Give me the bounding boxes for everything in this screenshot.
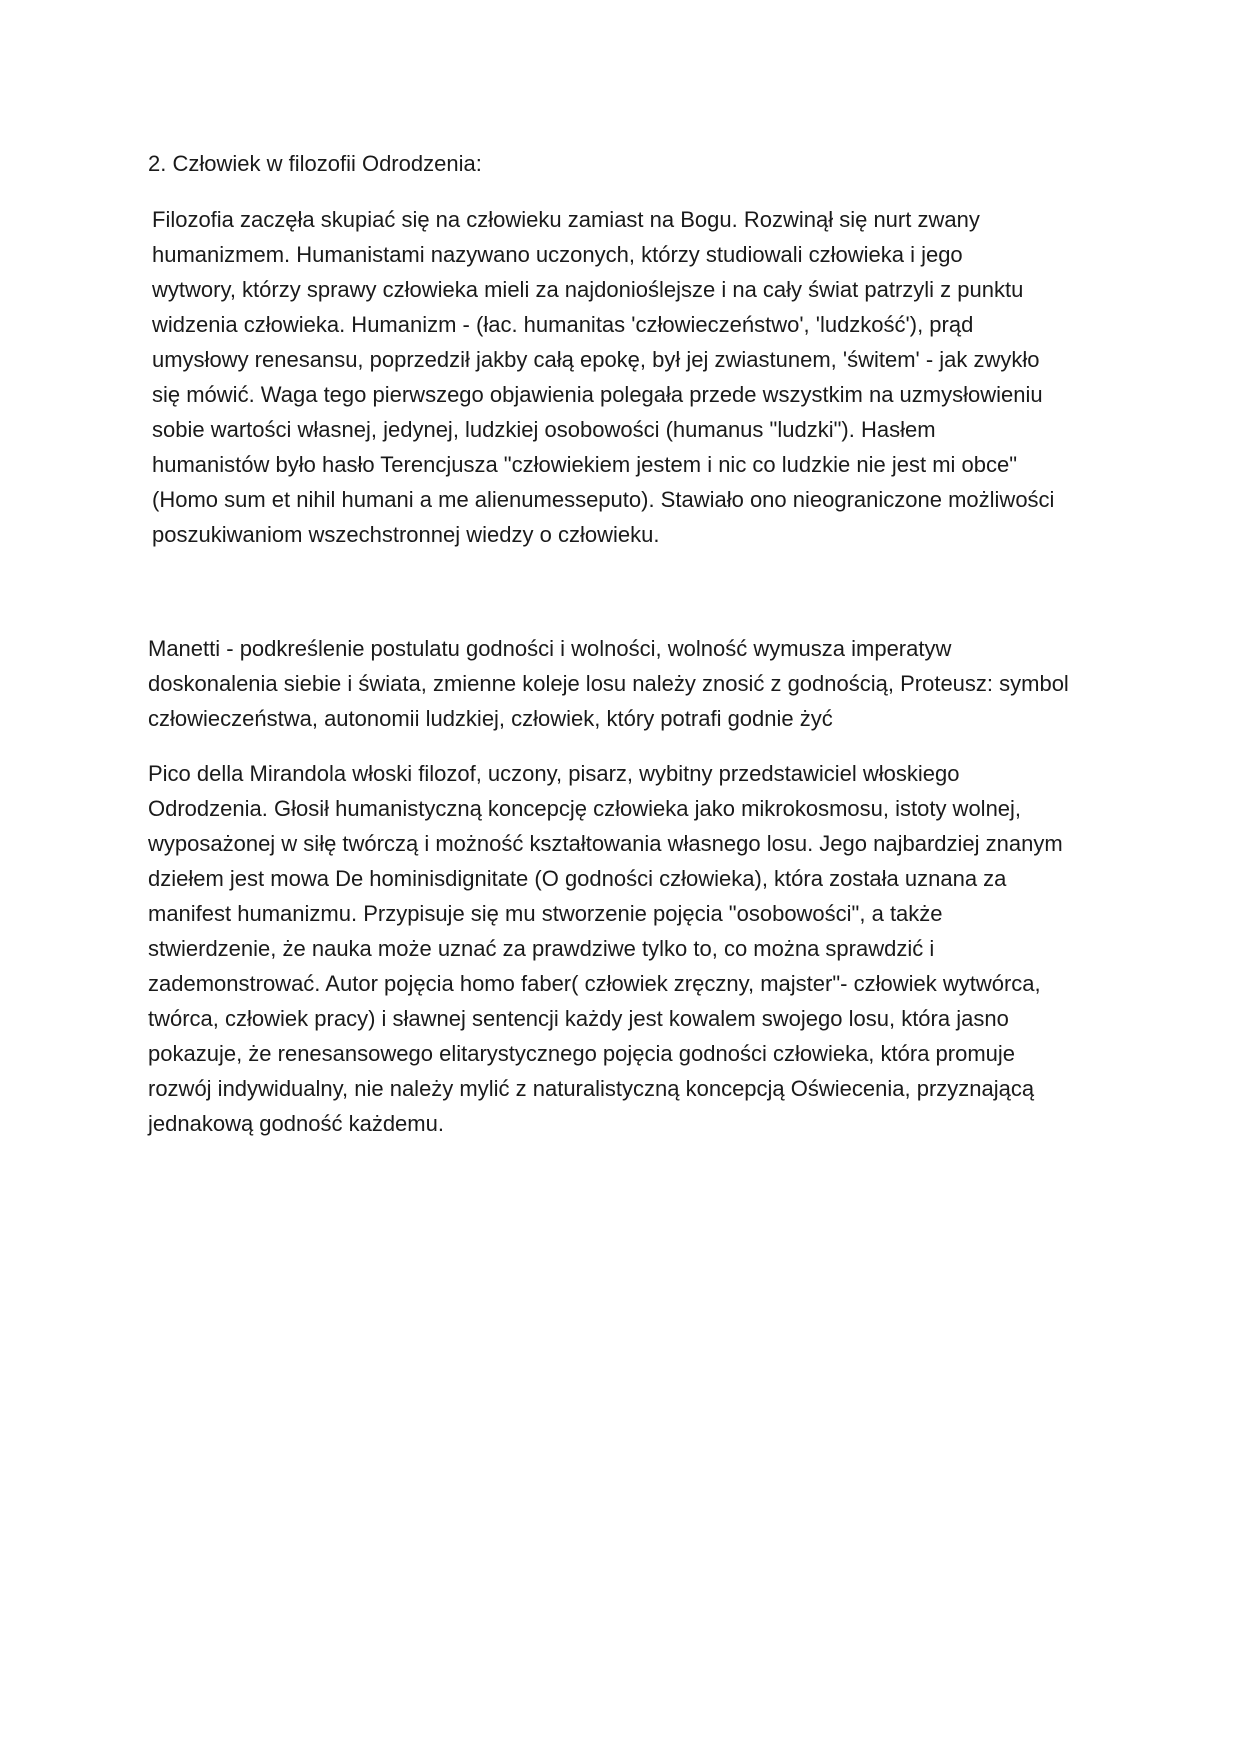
text-line: manifest humanizmu. Przypisuje się mu stworzenie pojęcia "osobowości", a także [148, 901, 943, 926]
text-line: twórca, człowiek pracy) i sławnej sentencji każdy jest kowalem swojego losu, która jasno [148, 1006, 1009, 1031]
text-line: zademonstrować. Autor pojęcia homo faber( człowiek zręczny, majster"- człowiek wytwórca, [148, 971, 1041, 996]
text-line: Filozofia zaczęła skupiać się na człowieku zamiast na Bogu. Rozwinął się nurt zwany [152, 207, 980, 232]
text-line: umysłowy renesansu, poprzedził jakby całą epokę, był jej zwiastunem, 'świtem' - jak zwykło [152, 347, 1040, 372]
text-line: doskonalenia siebie i świata, zmienne koleje losu należy znosić z godnością, Proteusz: symbol [148, 671, 1069, 696]
text-line: widzenia człowieka. Humanizm - (łac. humanitas 'człowieczeństwo', 'ludzkość'), prąd [152, 312, 974, 337]
text-line: dziełem jest mowa De hominisdignitate (O godności człowieka), która została uznana za [148, 866, 1007, 891]
text-line: Odrodzenia. Głosił humanistyczną koncepcję człowieka jako mikrokosmosu, istoty wolnej, [148, 796, 1022, 821]
text-line: poszukiwaniom wszechstronnej wiedzy o człowieku. [152, 522, 660, 547]
paragraph-manetti [148, 631, 1098, 736]
text-line: wytwory, którzy sprawy człowieka mieli za najdonioślejsze i na cały świat patrzyli z punktu [152, 277, 1024, 302]
text-line: pokazuje, że renesansowego elitarystycznego pojęcia godności człowieka, która promuje [148, 1041, 1016, 1066]
section-heading: 2. Człowiek w filozofii Odrodzenia: [148, 151, 482, 176]
text-line: humanizmem. Humanistami nazywano uczonych, którzy studiowali człowieka i jego [152, 242, 963, 267]
paragraph-pico-della-mirandola [148, 756, 1098, 1141]
text-line: humanistów było hasło Terencjusza "człowiekiem jestem i nic co ludzkie nie jest mi obce" [152, 452, 1018, 477]
text-line: jednakową godność każdemu. [148, 1111, 444, 1136]
text-line: stwierdzenie, że nauka może uznać za prawdziwe tylko to, co można sprawdzić i [148, 936, 935, 961]
text-line: się mówić. Waga tego pierwszego objawienia polegała przede wszystkim na uzmysłowieniu [152, 382, 1043, 407]
text-line: wyposażonej w siłę twórczą i możność kształtowania własnego losu. Jego najbardziej znanym [148, 831, 1063, 856]
paragraph-humanism [148, 202, 1098, 552]
text-line: sobie wartości własnej, jedynej, ludzkiej osobowości (humanus "ludzki"). Hasłem [152, 417, 936, 442]
text-line: Pico della Mirandola włoski filozof, uczony, pisarz, wybitny przedstawiciel włoskiego [148, 761, 960, 786]
text-line: człowieczeństwa, autonomii ludzkiej, człowiek, który potrafi godnie żyć [148, 706, 833, 731]
text-line: rozwój indywidualny, nie należy mylić z naturalistyczną koncepcją Oświecenia, przyznającą [148, 1076, 1035, 1101]
text-line: (Homo sum et nihil humani a me alienumesseputo). Stawiało ono nieograniczone możliwości [152, 487, 1055, 512]
text-line: Manetti - podkreślenie postulatu godności i wolności, wolność wymusza imperatyw [148, 636, 952, 661]
